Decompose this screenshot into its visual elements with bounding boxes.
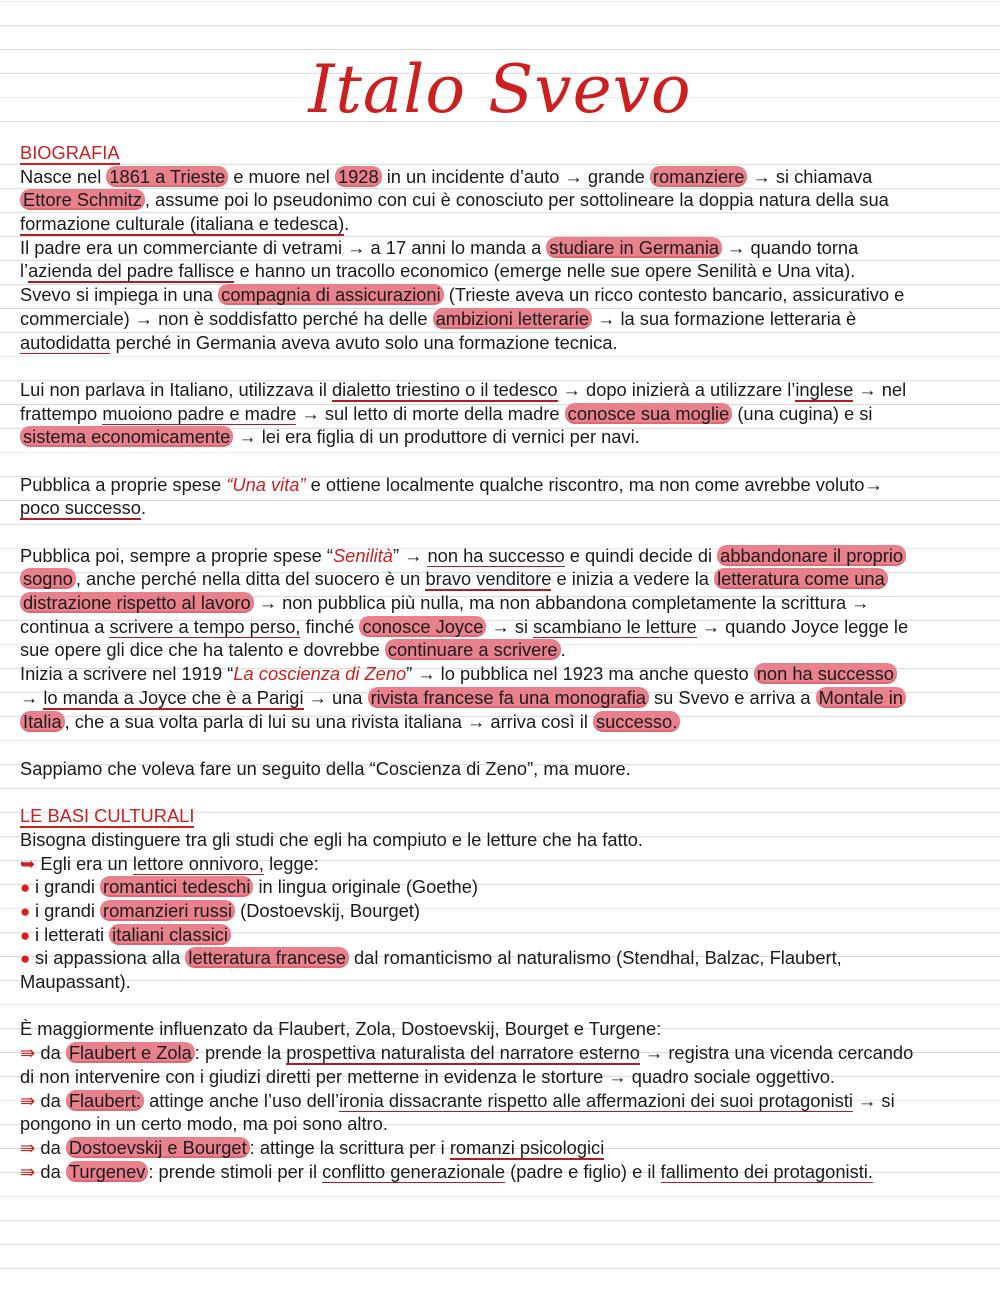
arrow-icon: ⇛ bbox=[20, 1089, 41, 1111]
text-segment: → lei era figlia di un produttore di vernici per navi. bbox=[233, 426, 640, 448]
underline: autodidatta bbox=[20, 331, 111, 353]
blank-line bbox=[20, 449, 978, 473]
text-segment: i letterati bbox=[35, 923, 110, 945]
text-segment: . bbox=[560, 639, 566, 661]
text-line bbox=[20, 212, 978, 236]
text-segment: dal romanticismo al naturalismo (Stendhal, Balzac, Flaubert, bbox=[348, 947, 842, 969]
text-segment: Pubblica a proprie spese bbox=[20, 473, 227, 495]
text-segment: legge: bbox=[263, 852, 319, 874]
text-line bbox=[20, 852, 978, 876]
text-segment: , assume poi lo pseudonimo con cui è conosciuto per sottolineare la doppia natura della sua bbox=[144, 189, 889, 211]
text-segment: : prende la bbox=[194, 1042, 287, 1064]
text-segment: È maggiormente influenzato da Flaubert, Zola, Dostoevskij, Bourget e Turgene: bbox=[20, 1018, 662, 1040]
arrow-icon: ⇛ bbox=[20, 1160, 41, 1182]
text-segment: Svevo si impiega in una bbox=[20, 284, 219, 306]
highlight: conosce sua moglie bbox=[565, 403, 733, 424]
text-segment: e muore nel bbox=[228, 165, 335, 187]
text-segment: : prende stimoli per il bbox=[148, 1160, 323, 1182]
text-segment: Nasce nel bbox=[20, 165, 107, 187]
underline: scrivere a tempo perso, bbox=[109, 615, 301, 637]
blank-line bbox=[20, 781, 978, 805]
underline: muoiono padre e madre bbox=[102, 402, 297, 424]
title-reference: “Una vita” bbox=[226, 473, 306, 495]
text-segment: Bisogna distinguere tra gli studi che egli ha compiuto e le letture che ha fatto. bbox=[20, 828, 643, 850]
highlight: letteratura come una bbox=[714, 568, 888, 589]
text-line bbox=[20, 1065, 978, 1089]
text-segment: in un incidente d’auto → grande bbox=[381, 165, 650, 187]
highlight: Turgenev bbox=[66, 1161, 149, 1182]
text-line bbox=[20, 331, 978, 355]
text-segment: → registra una vicenda cercando bbox=[639, 1042, 914, 1064]
text-segment: → si bbox=[486, 615, 534, 637]
underline: formazione culturale (italiana e tedesca) bbox=[20, 213, 345, 235]
bullet-icon: ● bbox=[20, 925, 35, 945]
text-line bbox=[20, 923, 978, 947]
text-line bbox=[20, 259, 978, 283]
highlight: sogno bbox=[20, 568, 76, 589]
text-segment: ” → bbox=[392, 544, 428, 566]
title-reference: La coscienza di Zeno bbox=[233, 663, 407, 685]
text-segment: → si chiamava bbox=[747, 165, 873, 187]
bullet-icon: ● bbox=[20, 902, 35, 921]
underline: scambiano le letture bbox=[533, 615, 697, 637]
highlight: romanzieri russi bbox=[100, 900, 235, 921]
text-segment: Pubblica poi, sempre a proprie spese “ bbox=[20, 544, 333, 566]
text-segment: → quando torna bbox=[722, 236, 859, 258]
text-segment: si appassiona alla bbox=[35, 947, 186, 969]
text-segment: continua a bbox=[20, 615, 110, 637]
text-line bbox=[20, 496, 978, 520]
text-segment: in lingua originale (Goethe) bbox=[253, 876, 478, 898]
text-segment: l’ bbox=[20, 260, 29, 282]
arrow-icon: ⇛ bbox=[20, 1136, 41, 1158]
highlight: successo. bbox=[593, 711, 680, 732]
underline: conflitto generazionale bbox=[322, 1160, 506, 1182]
text-segment: da bbox=[40, 1136, 66, 1158]
text-line bbox=[20, 425, 978, 449]
text-segment: Maupassant). bbox=[20, 971, 131, 993]
highlight: distrazione rispetto al lavoro bbox=[20, 592, 254, 613]
blank-line bbox=[20, 520, 978, 544]
text-segment: e hanno un tracollo economico (emerge nelle sue opere Senilità e Una vita). bbox=[234, 260, 856, 282]
text-segment: Inizia a scrivere nel 1919 “ bbox=[20, 663, 234, 685]
underline: poco successo bbox=[20, 497, 141, 519]
text-segment: i grandi bbox=[35, 876, 101, 898]
text-line bbox=[20, 378, 978, 402]
underline: fallimento dei protagonisti. bbox=[660, 1160, 873, 1182]
text-segment: frattempo bbox=[20, 402, 103, 424]
text-segment: , anche perché nella ditta del suocero è un bbox=[75, 568, 426, 590]
text-line bbox=[20, 1089, 978, 1113]
text-segment: da bbox=[40, 1042, 66, 1064]
blank-line bbox=[20, 354, 978, 378]
text-segment: di non intervenire con i giudizi diretti per metterne in evidenza le storture → quadro sociale oggettivo. bbox=[20, 1065, 835, 1087]
text-segment: → una bbox=[303, 686, 368, 708]
text-line bbox=[20, 1136, 978, 1160]
text-segment: . bbox=[344, 213, 350, 235]
text-segment: attinge anche l’uso dell’ bbox=[143, 1089, 340, 1111]
notes-body bbox=[20, 141, 978, 1183]
text-segment: (padre e figlio) e il bbox=[505, 1160, 661, 1182]
highlight: romanziere bbox=[650, 166, 747, 187]
highlight: conosce Joyce bbox=[359, 616, 486, 637]
text-line bbox=[20, 402, 978, 426]
highlight: Montale in bbox=[816, 687, 906, 708]
text-line bbox=[20, 236, 978, 260]
text-line bbox=[20, 473, 978, 497]
text-line bbox=[20, 875, 978, 899]
text-segment: perché in Germania aveva avuto solo una formazione tecnica. bbox=[110, 331, 618, 353]
highlight: italiani classici bbox=[109, 924, 231, 945]
highlight: rivista francese fa una monografia bbox=[368, 687, 649, 708]
text-segment: → nel bbox=[853, 378, 907, 400]
text-segment: (una cugina) e si bbox=[732, 402, 873, 424]
text-line bbox=[20, 757, 978, 781]
text-segment: da bbox=[40, 1160, 66, 1182]
underline: prospettiva naturalista del narratore esterno bbox=[286, 1042, 640, 1064]
text-line bbox=[20, 188, 978, 212]
underline: non ha successo bbox=[427, 544, 565, 566]
text-segment: → sul letto di morte della madre bbox=[296, 402, 565, 424]
underline: dialetto triestino o il tedesco bbox=[331, 378, 558, 400]
bullet-icon: ● bbox=[20, 878, 35, 898]
text-segment: → la sua formazione letteraria è bbox=[592, 307, 857, 329]
blank-line bbox=[20, 733, 978, 757]
text-line bbox=[20, 544, 978, 568]
text-segment: → si bbox=[852, 1089, 895, 1111]
text-segment: commerciale) → non è soddisfatto perché ha delle bbox=[20, 307, 433, 329]
arrow-icon: ➥ bbox=[20, 852, 41, 874]
highlight: ambizioni letterarie bbox=[433, 308, 592, 329]
highlight: Italia bbox=[20, 711, 65, 732]
text-line bbox=[20, 567, 978, 591]
text-segment: Egli era un bbox=[40, 852, 133, 874]
text-segment: : attinge la scrittura per i bbox=[249, 1136, 450, 1158]
highlight: letteratura francese bbox=[185, 947, 349, 968]
text-line bbox=[20, 710, 978, 734]
heading-text: LE BASI CULTURALI bbox=[20, 805, 195, 827]
text-segment: su Svevo e arriva a bbox=[648, 686, 816, 708]
highlight: Flaubert: bbox=[66, 1090, 144, 1111]
highlight: abbandonare il proprio bbox=[717, 545, 906, 566]
text-line bbox=[20, 686, 978, 710]
highlight: romantici tedeschi bbox=[100, 876, 253, 897]
text-segment: pongono in un certo modo, ma poi sono altro. bbox=[20, 1113, 388, 1135]
text-line bbox=[20, 638, 978, 662]
text-segment: da bbox=[40, 1089, 66, 1111]
text-segment: (Trieste aveva un ricco contesto bancario, assicurativo e bbox=[443, 284, 905, 306]
highlight: sistema economicamente bbox=[20, 426, 233, 447]
text-line bbox=[20, 1041, 978, 1065]
text-segment: Sappiamo che voleva fare un seguito della “Coscienza di Zeno”, ma muore. bbox=[20, 757, 631, 779]
heading-text: BIOGRAFIA bbox=[20, 142, 120, 163]
text-line bbox=[20, 662, 978, 686]
text-line bbox=[20, 946, 978, 970]
text-line bbox=[20, 1112, 978, 1136]
text-segment: Il padre era un commerciante di vetrami → a 17 anni lo manda a bbox=[20, 236, 547, 258]
highlight: 1928 bbox=[335, 166, 382, 187]
text-line bbox=[20, 1160, 978, 1184]
text-line bbox=[20, 307, 978, 331]
text-line bbox=[20, 828, 978, 852]
text-segment: e inizia a vedere la bbox=[551, 568, 715, 590]
text-segment: → non pubblica più nulla, ma non abbandona completamente la scrittura → bbox=[253, 592, 870, 614]
underline: ironia dissacrante rispetto alle affermazioni dei suoi protagonisti bbox=[339, 1089, 853, 1111]
underline: bravo venditore bbox=[425, 568, 552, 590]
text-segment: , che a sua volta parla di lui su una rivista italiana → arriva così il bbox=[64, 710, 593, 732]
highlight: studiare in Germania bbox=[546, 237, 722, 258]
section-heading-basi bbox=[20, 804, 978, 828]
text-segment: (Dostoevskij, Bourget) bbox=[235, 900, 420, 921]
text-segment: ” → lo pubblica nel 1923 ma anche questo bbox=[406, 663, 754, 685]
blank-line bbox=[20, 994, 978, 1018]
highlight: continuare a scrivere bbox=[385, 639, 561, 660]
text-segment: sue opere gli dice che ha talento e dovrebbe bbox=[20, 639, 385, 661]
text-segment: → quando Joyce legge le bbox=[696, 615, 909, 637]
text-line bbox=[20, 970, 978, 994]
text-line bbox=[20, 1017, 978, 1041]
text-line bbox=[20, 899, 978, 923]
highlight: non ha successo bbox=[754, 663, 897, 684]
text-line bbox=[20, 165, 978, 189]
highlight: Flaubert e Zola bbox=[66, 1042, 195, 1063]
arrow-icon: ⇛ bbox=[20, 1042, 41, 1064]
text-segment: finché bbox=[300, 615, 360, 637]
underline: inglese bbox=[795, 378, 854, 400]
underline: lettore onnivoro, bbox=[132, 852, 264, 874]
bullet-icon: ● bbox=[20, 949, 35, 969]
text-segment: e ottiene localmente qualche riscontro, ma non come avrebbe voluto→ bbox=[305, 473, 883, 495]
text-segment: Lui non parlava in Italiano, utilizzava il bbox=[20, 378, 332, 400]
text-segment: i grandi bbox=[35, 900, 101, 921]
underline: lo manda a Joyce che è a Parigi bbox=[43, 686, 304, 708]
highlight: Ettore Schmitz bbox=[20, 189, 145, 210]
highlight: Dostoevskij e Bourget bbox=[66, 1137, 250, 1158]
text-segment: → bbox=[20, 686, 44, 708]
underline: romanzi psicologici bbox=[449, 1136, 605, 1158]
text-segment: → dopo inizierà a utilizzare l’ bbox=[557, 378, 796, 400]
text-segment: e quindi decide di bbox=[564, 544, 718, 566]
text-line bbox=[20, 591, 978, 615]
text-line bbox=[20, 615, 978, 639]
highlight: compagnia di assicurazioni bbox=[218, 284, 444, 305]
page-title: Italo Svevo bbox=[308, 51, 692, 128]
title-reference: Senilità bbox=[332, 544, 393, 566]
text-line bbox=[20, 283, 978, 307]
text-segment: . bbox=[140, 497, 147, 519]
section-heading-biografia bbox=[20, 141, 978, 165]
underline: azienda del padre fallisce bbox=[28, 260, 235, 282]
highlight: 1861 a Trieste bbox=[106, 166, 228, 187]
